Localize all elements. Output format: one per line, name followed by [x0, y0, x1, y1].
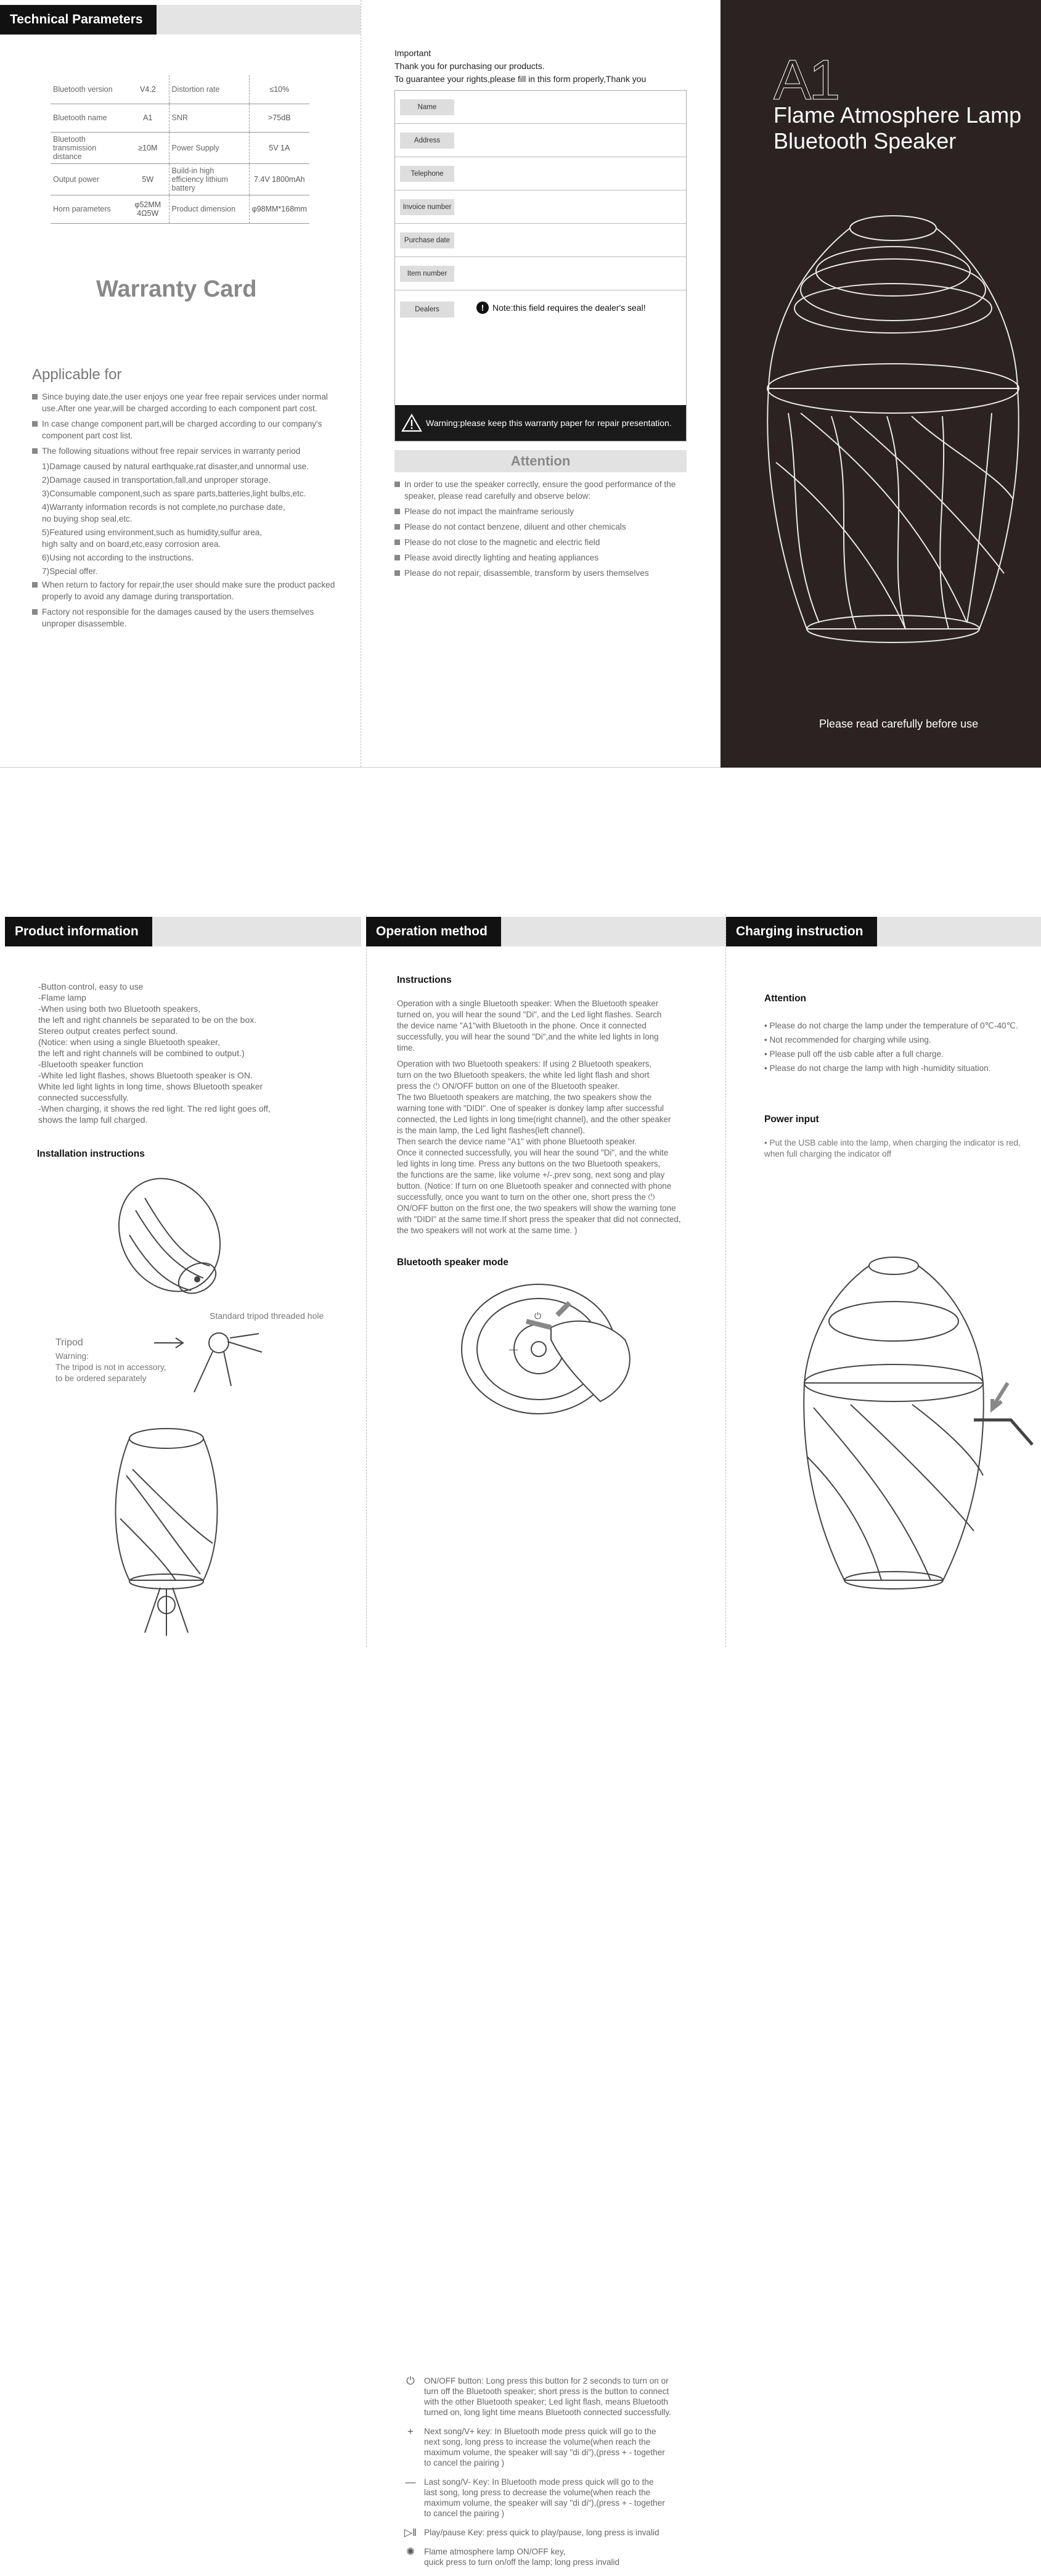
- charging-attention-item: • Please do not charge the lamp with high -humidity situation.: [764, 1064, 991, 1073]
- sheet-front: [0, 0, 1041, 768]
- tech-param-value: φ98MM*168mm: [249, 195, 309, 223]
- tripod-label: Tripod: [55, 1337, 83, 1348]
- applicable-title: Applicable for: [32, 366, 122, 383]
- attention-item: Please do not repair, disassemble, transform by users themselves: [394, 567, 703, 579]
- tripod-hole-label: Standard tripod threaded hole: [210, 1311, 324, 1321]
- charging-attention-item: • Not recommended for charging while using.: [764, 1035, 931, 1044]
- form-row: [395, 91, 686, 124]
- attention-item: Please do not contact benzene, diluent and other chemicals: [394, 521, 703, 533]
- tech-param-value: >75dB: [249, 104, 309, 132]
- warranty-sub-item: 4)Warranty information records is not complete,no purchase date, no buying shop seal,etc.: [42, 502, 285, 523]
- exclamation-icon: !: [476, 301, 489, 314]
- dealer-note: [476, 301, 646, 314]
- tech-param-value: 5W: [127, 163, 169, 195]
- speaker-mode-title: Bluetooth speaker mode: [397, 1257, 508, 1268]
- form-row: [395, 290, 686, 324]
- tech-params-table: [51, 75, 309, 224]
- tech-param-label: Product dimension: [169, 195, 249, 223]
- tech-param-row: [51, 75, 309, 104]
- cover-model: A1: [774, 49, 838, 112]
- key-description: [403, 2376, 693, 2418]
- tech-param-row: [51, 195, 309, 223]
- warranty-form: [394, 90, 687, 441]
- attention-item: Please avoid directly lighting and heating appliances: [394, 552, 703, 564]
- tech-param-label: Bluetooth version: [51, 75, 127, 104]
- cover-title-line2: Bluetooth Speaker: [774, 128, 957, 154]
- warning-bar: [395, 405, 686, 441]
- tech-param-value: ≤10%: [249, 75, 309, 104]
- fold-line: [725, 914, 726, 1647]
- tech-param-row: [51, 104, 309, 132]
- attention-list: [394, 478, 703, 583]
- key-icon: ⏻: [406, 2375, 415, 2387]
- product-info-header: [5, 917, 361, 946]
- form-field-label: Item number: [400, 266, 454, 282]
- key-icon: ▷‖: [404, 2527, 417, 2538]
- warranty-item: Since buying date,the user enjoys one year free repair services under normal use.After one year,will be charged according to each component part cost.: [32, 391, 340, 414]
- tech-param-value: ≥10M: [127, 132, 169, 163]
- product-info-text: -Button control, easy to use -Flame lamp -When using both two Bluetooth speakers, the left and right channels be separated to be on the box. Stereo output creates perfect sound. (Notice: when using a single Bluetooth speaker, the left and right channels will be combined to output.) -Bluetooth speaker function -White led light flashes, shows Bluetooth speaker is ON. White led light lights in long time, shows Bluetooth speaker connected successfully. -When charging, it shows the red light. The red light goes off, shows the lamp full charged.: [38, 982, 271, 1125]
- tripod-illustration: [151, 1324, 268, 1398]
- key-icon: +: [407, 2426, 414, 2437]
- warranty-sub-item: 7)Special offer.: [42, 567, 98, 576]
- tech-param-value: φ52MM 4Ω5W: [127, 195, 169, 223]
- form-row: [395, 257, 686, 290]
- form-row: [395, 124, 686, 157]
- dealer-note-text: Note:this field requires the dealer's seal!: [492, 303, 646, 313]
- lamp-on-tripod-illustration: [108, 1420, 225, 1642]
- attention-item: Please do not impact the mainframe seriously: [394, 506, 703, 517]
- charging-lamp-illustration: [789, 1235, 1035, 1599]
- warning-triangle-icon: [401, 414, 422, 432]
- warranty-item: Factory not responsible for the damages caused by the users themselves unproper disassemble.: [32, 606, 340, 630]
- thanks-text: Thank you for purchasing our products.: [394, 61, 545, 71]
- tech-param-label: Bluetooth name: [51, 104, 127, 132]
- warranty-list: [32, 391, 340, 633]
- warranty-item: When return to factory for repair,the user should make sure the product packed properly to avoid any damage during transportation.: [32, 579, 340, 602]
- form-field-label: Telephone: [400, 166, 454, 182]
- charging-attention-item: • Please pull off the usb cable after a full charge.: [764, 1049, 944, 1059]
- tech-param-label: Build-in high efficiency lithium battery: [169, 163, 249, 195]
- cover-title: [774, 102, 1021, 154]
- operation-title: Operation method: [366, 917, 501, 946]
- key-icon: —: [405, 2476, 416, 2488]
- tech-param-value: 5V 1A: [249, 132, 309, 163]
- install-title: Installation instructions: [37, 1149, 145, 1159]
- attention-title: Attention: [394, 450, 687, 472]
- form-row: [395, 157, 686, 191]
- warranty-sub-item: 2)Damage caused in transportation,fall,and unproper storage.: [42, 475, 271, 485]
- cover-footer: Please read carefully before use: [819, 718, 979, 730]
- key-description: [403, 2527, 693, 2538]
- key-icon: ✺: [406, 2546, 415, 2558]
- charging-header: [726, 917, 1041, 946]
- key-text: ON/OFF button: Long press this button for 2 seconds to turn on or turn off the Bluetooth speaker; short press is the button to connect with the other Bluetooth speaker; Led light flash, means Bluetooth turned on, long light time means Bluetooth connected successfully.: [424, 2376, 671, 2417]
- form-field-label: Address: [400, 133, 454, 149]
- form-field-label: Purchase date: [400, 232, 454, 248]
- guarantee-text: To guarantee your rights,please fill in this form properly,Thank you: [394, 74, 647, 84]
- warranty-title: Warranty Card: [96, 276, 257, 302]
- attention-item: Please do not close to the magnetic and electric field: [394, 536, 703, 548]
- important-title: Important: [394, 48, 431, 58]
- instructions-title: Instructions: [397, 975, 452, 985]
- cover-title-line1: Flame Atmosphere Lamp: [774, 102, 1022, 128]
- warranty-item: In case change component part,will be charged according to our company's component part cost list.: [32, 418, 340, 441]
- tech-params-header: [0, 5, 361, 35]
- panel-tech-warranty: [0, 0, 361, 767]
- tech-param-row: [51, 132, 309, 163]
- attention-item: In order to use the speaker correctly, ensure the good performance of the speaker, please read carefully and observe below:: [394, 478, 703, 502]
- speaker-top-illustration: [459, 1278, 656, 1420]
- key-text: Last song/V- Key: In Bluetooth mode press quick will go to the last song, long press to decrease the volume(when reach the maximum volume, the speaker will say "di di"),(press + - together to cancel the pairing ): [424, 2477, 665, 2518]
- form-row: [395, 191, 686, 224]
- operation-header: [366, 917, 725, 946]
- lamp-illustration: [764, 203, 1023, 672]
- product-info-title: Product information: [5, 917, 152, 946]
- tech-param-label: Distortion rate: [169, 75, 249, 104]
- charging-attention-title: Attention: [764, 993, 807, 1004]
- warranty-sub-item: 5)Featured using environment,such as humidity,sulfur area, high salty and on board,etc,easy corrosion area.: [42, 528, 263, 549]
- tripod-warning: Warning: The tripod is not in accessory, to be ordered separately: [55, 1352, 166, 1383]
- cover-panel: [721, 0, 1041, 768]
- tech-param-label: Power Supply: [169, 132, 249, 163]
- operation-para2: Operation with two Bluetooth speakers: If using 2 Bluetooth speakers, turn on the two Bluetooth speakers, the white led light flash and short press the ⏻ ON/OFF button on one of the Bluetooth speaker. The two Bluetooth speakers are matching, the two speakers show the warning tone with "DIDI". One of speaker is donkey lamp after successful connected, the Led lights in long time(right channel), and the other speaker is the main lamp, the Led light flashes(left channel). Then search the device name "A1" with phone Bluetooth speaker. Once it connected successfully, you will hear the sound "Di", and the white led lights in long time. Press any buttons on the two Bluetooth speakers, the functions are the same, like volume +/-,prev song, next song and play button. (Notice: If turn on one Bluetooth speaker and connected with phone successfully, once you want to turn on the other one, short press the ⏻ ON/OFF button on the first one, the two speakers will show the warning tone with "DIDI" at the same time.If short press the speaker that did not connected, the two speakers will not work at the same time. ): [397, 1059, 681, 1235]
- fold-line: [366, 914, 367, 1647]
- key-description: [403, 2426, 693, 2468]
- sheet-back: [0, 914, 1041, 2567]
- tech-param-label: Bluetooth transmission distance: [51, 132, 127, 163]
- charging-title: Charging instruction: [726, 917, 877, 946]
- tech-param-row: [51, 163, 309, 195]
- charging-attention-list: [764, 1020, 1039, 1077]
- tech-param-label: Horn parameters: [51, 195, 127, 223]
- lamp-side-illustration: [111, 1173, 234, 1315]
- tech-param-label: Output power: [51, 163, 127, 195]
- form-row: [395, 224, 686, 257]
- svg-text:—: —: [509, 1344, 518, 1354]
- key-text: Flame atmosphere lamp ON/OFF key, quick press to turn on/off the lamp; long press invalid: [424, 2547, 620, 2567]
- key-text: Next song/V+ key: In Bluetooth mode press quick will go to the next song, long press to increase the volume(when reach the maximum volume, the speaker will say "di di"),(press + - together to cancel the pairing ): [424, 2427, 665, 2467]
- important-block: [394, 47, 646, 86]
- power-input-title: Power input: [764, 1114, 819, 1125]
- tech-param-value: A1: [127, 104, 169, 132]
- form-field-label: Invoice number: [400, 199, 454, 215]
- tech-param-label: SNR: [169, 104, 249, 132]
- power-input-text: • Put the USB cable into the lamp, when charging the indicator is red, when full charging the indicator off: [764, 1138, 1021, 1159]
- form-field-label: Name: [400, 99, 454, 115]
- tech-param-value: 7.4V 1800mAh: [249, 163, 309, 195]
- svg-text:⏻: ⏻: [534, 1311, 542, 1321]
- warranty-sub-item: 3)Consumable component,such as spare parts,batteries,light bulbs,etc.: [42, 489, 306, 498]
- tech-param-value: V4.2: [127, 75, 169, 104]
- key-description: [403, 2546, 693, 2567]
- key-description: [403, 2477, 693, 2519]
- keys-list: [403, 2376, 693, 2576]
- operation-para1: Operation with a single Bluetooth speaker: When the Bluetooth speaker turned on, you will hear the sound "Di", and the Led light flashes. Search the device name "A1"with Bluetooth in the phone. Once it connected successfully, you will hear the sound "Di",and the white led lights in long time.: [397, 999, 662, 1052]
- warranty-sub-item: 6)Using not according to the instructions.: [42, 553, 194, 562]
- warranty-item: The following situations without free repair services in warranty period: [32, 445, 340, 457]
- charging-attention-item: • Please do not charge the lamp under the temperature of 0℃-40℃.: [764, 1021, 1018, 1030]
- key-text: Play/pause Key: press quick to play/pause, long press is invalid: [424, 2528, 659, 2537]
- form-field-label: Dealers: [400, 301, 454, 318]
- warranty-sub-item: 1)Damage caused by natural earthquake,rat disaster,and unnormal use.: [42, 462, 309, 471]
- warning-text: Warning:please keep this warranty paper for repair presentation.: [426, 418, 672, 428]
- tech-params-title: Technical Parameters: [0, 5, 157, 35]
